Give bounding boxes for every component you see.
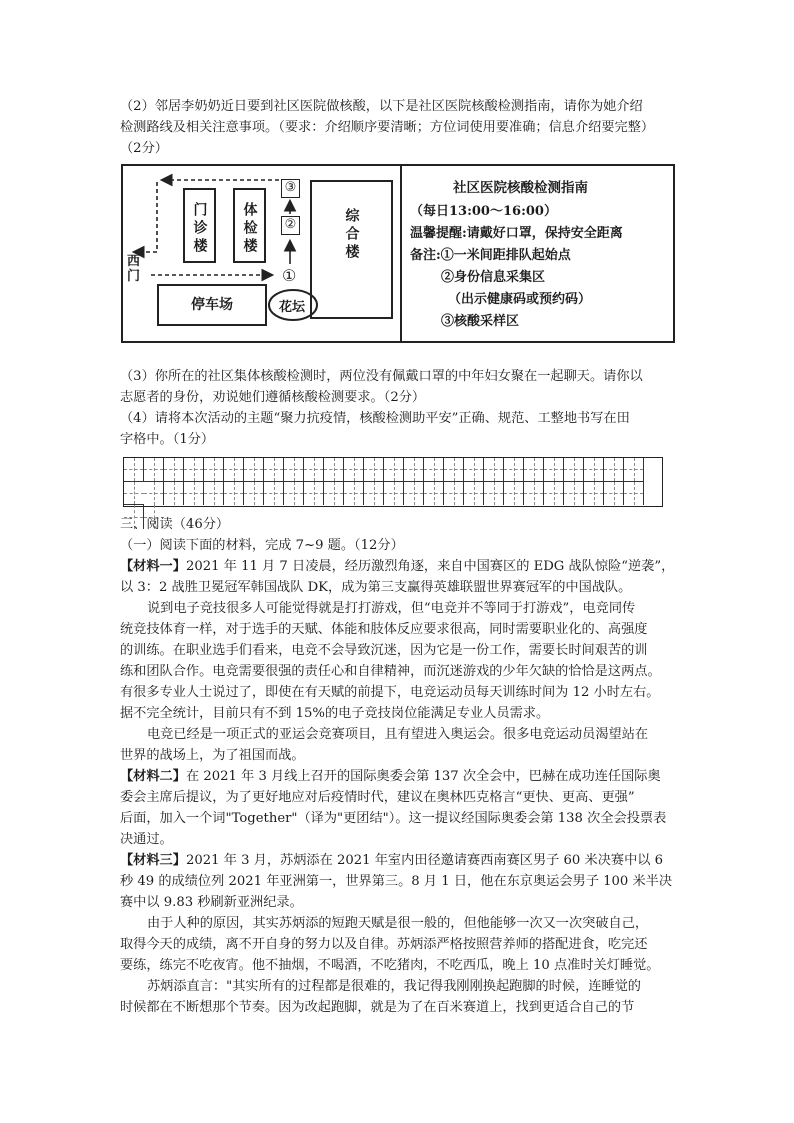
grid-cell[interactable] xyxy=(244,458,264,482)
grid-cell[interactable] xyxy=(124,458,144,482)
grid-cell[interactable] xyxy=(144,458,164,482)
m2-line-4: 决通过。 xyxy=(120,832,173,847)
m2-line-2: 委会主席后提议，为了更好地应对后疫情时代，建议在奥林匹克格言“更快、更高、更强” xyxy=(120,790,635,805)
grid-cell[interactable] xyxy=(344,458,364,482)
grid-cell[interactable] xyxy=(524,482,544,506)
guide-time: （每日13:00～16:00） xyxy=(410,204,557,219)
m3-line-2: 秒 49 的成绩位列 2021 年亚洲第一，世界第三。8 月 1 日，他在东京奥运会男子 100 米半决 xyxy=(120,874,673,889)
q3-line-1: （3）你所在的社区集体核酸检测时，两位没有佩戴口罩的中年妇女聚在一起聊天。请你以 xyxy=(120,369,643,384)
m1-line-2: 以 3：2 战胜卫冕冠军韩国战队 DK，成为第三支赢得英雄联盟世界赛冠军的中国战队。 xyxy=(120,580,632,595)
grid-cell[interactable] xyxy=(164,458,184,482)
west-gate-label: 西 门 xyxy=(127,254,141,284)
grid-cell[interactable] xyxy=(184,482,204,506)
grid-cell[interactable] xyxy=(444,458,464,482)
grid-cell[interactable] xyxy=(604,482,624,506)
general-building: 综合楼 xyxy=(310,180,393,319)
grid-cell[interactable] xyxy=(224,482,244,506)
guide-note-1: 备注:①一米间距排队起始点 xyxy=(410,248,571,263)
grid-cell[interactable] xyxy=(544,458,564,482)
q2-line-3: （2分） xyxy=(120,141,168,156)
flower-bed-label: 花坛 xyxy=(279,300,306,315)
grid-cell[interactable] xyxy=(284,458,304,482)
m1-line-9: 电竞已经是一项正式的亚运会竞赛项目，且有望进入奥运会。很多电竞运动员渴望站在 xyxy=(147,727,649,742)
m3-line-6: 要练，练完不吃夜宵。他不抽烟，不喝酒，不吃猪肉，不吃西瓜，晚上 10 点准时关灯睡觉。 xyxy=(120,958,660,973)
guide-note-3: （出示健康码或预约码） xyxy=(448,292,592,307)
grid-cell[interactable] xyxy=(484,482,504,506)
m2-line-3: 后面，加入一个词"Together"（译为"更团结"）。这一提议经国际奥委会第 138 次全会投票表 xyxy=(120,811,667,826)
m1-line-8: 据不完全统计，目前只有不到 15%的电子竞技岗位能满足专业人员需求。 xyxy=(120,706,550,721)
grid-cell[interactable] xyxy=(384,482,404,506)
grid-cell[interactable] xyxy=(304,458,324,482)
m1-line-7: 有很多专业人士说过了，即使在有天赋的前提下，电竞运动员每天训练时间为 12 小时左右。 xyxy=(120,685,660,700)
grid-cell[interactable] xyxy=(184,458,204,482)
grid-cell[interactable] xyxy=(224,458,244,482)
grid-cell[interactable] xyxy=(264,458,284,482)
figure-divider xyxy=(400,166,402,341)
m3-line-1: 【材料三】2021 年 3 月，苏炳添在 2021 年室内田径邀请赛西南赛区男子 60 米决赛中以 6 xyxy=(120,853,664,868)
grid-cell[interactable] xyxy=(404,482,424,506)
grid-cell[interactable] xyxy=(164,482,184,506)
grid-cell[interactable] xyxy=(524,458,544,482)
grid-cell[interactable] xyxy=(124,482,144,506)
checkup-building: 体检楼 xyxy=(233,188,266,263)
m1-line-6: 练和团队合作。电竞需要很强的责任心和自律精神，而沉迷游戏的少年欠缺的恰恰是这两点。 xyxy=(120,664,661,679)
m1-line-3: 说到电子竞技很多人可能觉得就是打打游戏，但“电竞并不等同于打游戏”，电竞同传 xyxy=(147,601,636,616)
grid-cell[interactable] xyxy=(584,458,604,482)
grid-cell[interactable] xyxy=(564,458,584,482)
grid-cell[interactable] xyxy=(304,482,324,506)
grid-cell[interactable] xyxy=(384,458,404,482)
m1-line-4: 统竞技体育一样，对于选手的天赋、体能和肢体反应要求很高，同时需要职业化的、高强度 xyxy=(120,622,648,637)
station-3-marker: ③ xyxy=(281,179,300,198)
grid-cell[interactable] xyxy=(424,482,444,506)
q4-line-1: （4）请将本次活动的主题“聚力抗疫情，核酸检测助平安”正确、规范、工整地书写在田 xyxy=(120,411,630,426)
station-2-marker: ② xyxy=(281,216,300,235)
station-1-marker: ① xyxy=(282,266,297,285)
grid-cell[interactable] xyxy=(584,482,604,506)
m1-line-1: 【材料一】2021 年 11 月 7 日凌晨，经历激烈角逐，来自中国赛区的 EDG 战队惊险“逆袭”， xyxy=(120,559,675,574)
section-sub: （一）阅读下面的材料，完成 7~9 题。（12分） xyxy=(120,538,404,553)
grid-cell[interactable] xyxy=(444,482,464,506)
grid-cell[interactable] xyxy=(264,482,284,506)
grid-cell[interactable] xyxy=(204,482,224,506)
grid-cell[interactable] xyxy=(504,482,524,506)
grid-cell[interactable] xyxy=(244,482,264,506)
grid-cell[interactable] xyxy=(624,482,644,506)
grid-cell[interactable] xyxy=(464,458,484,482)
m3-line-3: 赛中以 9.83 秒刷新亚洲纪录。 xyxy=(120,895,303,910)
grid-cell[interactable] xyxy=(204,458,224,482)
grid-cell[interactable] xyxy=(404,458,424,482)
m1-line-5: 的训练。在职业选手们看来，电竞不会导致沉迷，因为它是一份工作，需要长时间艰苦的训 xyxy=(120,643,648,658)
m3-line-7: 苏炳添直言："其实所有的过程都是很难的，我记得我刚刚换起跑脚的时候，连睡觉的 xyxy=(147,979,641,994)
guide-note-2: ②身份信息采集区 xyxy=(441,270,546,285)
grid-cell[interactable] xyxy=(464,482,484,506)
outpatient-building: 门诊楼 xyxy=(183,188,216,263)
q2-line-1: （2）邻居李奶奶近日要到社区医院做核酸，以下是社区医院核酸检测指南，请你为她介绍 xyxy=(120,99,643,114)
q3-line-2: 志愿者的身份，劝说她们遵循核酸检测要求。（2分） xyxy=(120,390,426,405)
guide-tip: 温馨提醒:请戴好口罩，保持安全距离 xyxy=(410,226,623,241)
grid-cell[interactable] xyxy=(284,482,304,506)
guide-note-4: ③核酸采样区 xyxy=(441,314,520,329)
grid-cell[interactable] xyxy=(504,458,524,482)
grid-cell[interactable] xyxy=(364,482,384,506)
grid-cell[interactable] xyxy=(324,482,344,506)
m3-line-8: 时候都在不断想那个节奏。因为改起跑脚，就是为了在百米赛道上，找到更适合自己的节 xyxy=(120,1000,635,1015)
grid-cell[interactable] xyxy=(324,458,344,482)
m3-line-4: 由于人种的原因，其实苏炳添的短跑天赋是很一般的，但他能够一次又一次突破自己， xyxy=(147,916,649,931)
guide-title: 社区医院核酸检测指南 xyxy=(453,180,588,196)
grid-cell[interactable] xyxy=(564,482,584,506)
q2-line-2: 检测路线及相关注意事项。（要求：介绍顺序要清晰；方位词使用要准确；信息介绍要完整） xyxy=(120,120,655,135)
grid-cell[interactable] xyxy=(424,458,444,482)
section-title: 三、阅读（46分） xyxy=(120,517,230,532)
m2-line-1: 【材料二】在 2021 年 3 月线上召开的国际奥委会第 137 次全会中，巴赫在成功连任国际奥 xyxy=(120,769,661,784)
grid-cell[interactable] xyxy=(144,482,164,506)
grid-cell[interactable] xyxy=(544,482,564,506)
grid-cell[interactable] xyxy=(344,482,364,506)
m1-line-10: 世界的战场上，为了祖国而战。 xyxy=(120,748,305,763)
grid-cell[interactable] xyxy=(624,458,644,482)
tianzi-grid[interactable] xyxy=(123,457,663,507)
q4-line-2: 字格中。（1分） xyxy=(120,432,215,447)
m3-line-5: 取得今天的成绩，离不开自身的努力以及自律。苏炳添严格按照营养师的搭配进食，吃完还 xyxy=(120,937,648,952)
grid-cell[interactable] xyxy=(364,458,384,482)
parking-lot: 停车场 xyxy=(157,284,267,326)
grid-cell[interactable] xyxy=(604,458,624,482)
hospital-map-figure xyxy=(121,164,675,343)
grid-cell[interactable] xyxy=(484,458,504,482)
